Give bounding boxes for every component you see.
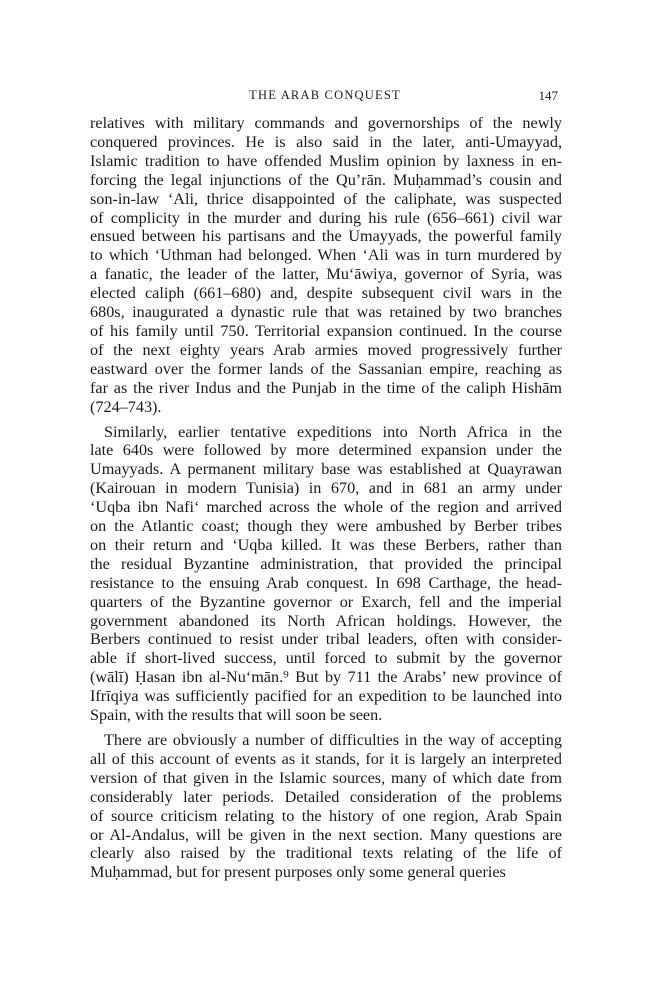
text-line: ‘Uqba ibn Nafi‘ marched across the whole of the region and arrived [90, 498, 562, 517]
text-line: Islamic tradition to have offended Muslim opinion by laxness in en- [90, 151, 562, 170]
text-line: 680s, inaugurated a dynastic rule that was retained by two branches [90, 303, 562, 322]
text-line: Berbers continued to resist under tribal leaders, often with consider- [90, 630, 562, 649]
text-line: (wālī) Ḥasan ibn al-Nu‘mān.⁹ But by 711 the Arabs’ new province of [90, 668, 562, 687]
text-line: able if short-lived success, until forced to submit by the governor [90, 649, 562, 668]
text-line: version of that given in the Islamic sources, many of which date from [90, 768, 562, 787]
text-line: relatives with military commands and governorships of the newly [90, 114, 562, 132]
body-text [90, 114, 562, 882]
text-line: eastward over the former lands of the Sassanian empire, reaching as [90, 359, 562, 378]
text-line: government abandoned its North African holdings. However, the [90, 611, 562, 630]
paragraph [90, 423, 562, 726]
page-number: 147 [538, 88, 558, 103]
text-line: or Al-Andalus, will be given in the next section. Many questions are [90, 825, 562, 844]
text-line: of his family until 750. Territorial expansion continued. In the course [90, 321, 562, 340]
text-line: conquered provinces. He is also said in the later, anti-Umayyad, [90, 132, 562, 151]
text-line: elected caliph (661–680) and, despite subsequent civil wars in the [90, 284, 562, 303]
text-line: to which ‘Uthman had belonged. When ‘Ali was in turn murdered by [90, 246, 562, 265]
running-title: THE ARAB CONQUEST [249, 88, 401, 102]
text-line: considerably later periods. Detailed consideration of the problems [90, 787, 562, 806]
text-line: all of this account of events as it stands, for it is largely an interpreted [90, 749, 562, 768]
text-line: of complicity in the murder and during his rule (656–661) civil war [90, 208, 562, 227]
text-line: clearly also raised by the traditional texts relating of the life of [90, 844, 562, 863]
text-line: of the next eighty years Arab armies moved progressively further [90, 340, 562, 359]
text-line: the residual Byzantine administration, that provided the principal [90, 554, 562, 573]
text-line: far as the river Indus and the Punjab in the time of the caliph Hishām [90, 378, 562, 397]
text-line: a fanatic, the leader of the latter, Mu‘āwiya, governor of Syria, was [90, 265, 562, 284]
text-line: late 640s were followed by more determined expansion under the [90, 441, 562, 460]
text-line: of source criticism relating to the history of one region, Arab Spain [90, 806, 562, 825]
text-line: ensued between his partisans and the Umayyads, the powerful family [90, 227, 562, 246]
text-line: Spain, with the results that will soon be seen. [90, 706, 383, 725]
text-line: Muḥammad, but for present purposes only some general queries [90, 863, 506, 882]
text-line: Umayyads. A permanent military base was established at Quayrawan [90, 460, 562, 479]
text-line: forcing the legal injunctions of the Qu’rān. Muḥammad’s cousin and [90, 170, 562, 189]
text-line: Ifrīqiya was sufficiently pacified for an expedition to be launched into [90, 687, 562, 706]
paragraph [90, 114, 562, 417]
text-line: son-in-law ‘Ali, thrice disappointed of the caliphate, was suspected [90, 189, 562, 208]
text-line: quarters of the Byzantine governor or Exarch, fell and the imperial [90, 592, 562, 611]
text-line: (724–743). [90, 397, 162, 416]
text-line: resistance to the ensuing Arab conquest. In 698 Carthage, the head- [90, 573, 562, 592]
text-line: There are obviously a number of difficulties in the way of accepting [104, 731, 562, 749]
text-line: (Kairouan in modern Tunisia) in 670, and in 681 an army under [90, 479, 562, 498]
text-line: on their return and ‘Uqba killed. It was these Berbers, rather than [90, 535, 562, 554]
text-line: on the Atlantic coast; though they were ambushed by Berber tribes [90, 517, 562, 536]
text-line: Similarly, earlier tentative expeditions into North Africa in the [104, 422, 562, 441]
paragraph [90, 731, 562, 882]
running-header [0, 88, 650, 108]
